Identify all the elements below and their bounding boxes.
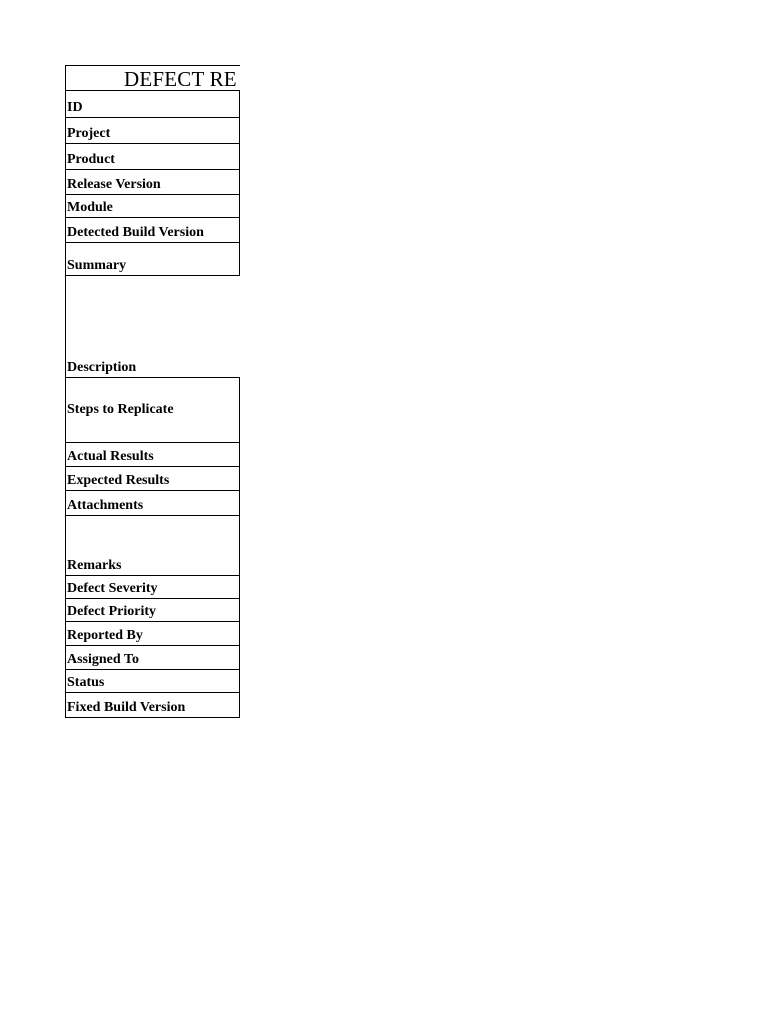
field-row-product (65, 143, 240, 169)
field-label-project: Project (67, 126, 111, 141)
field-label-defect-severity: Defect Severity (67, 581, 158, 596)
field-row-status (65, 669, 240, 692)
field-label-description: Description (67, 360, 137, 375)
field-row-actual-results (65, 442, 240, 466)
field-label-product: Product (67, 152, 115, 167)
field-label-steps-to-replicate: Steps to Replicate (67, 402, 174, 417)
field-row-assigned-to (65, 645, 240, 669)
field-row-detected-build-version (65, 217, 240, 242)
field-label-id: ID (67, 100, 83, 115)
field-row-module (65, 194, 240, 217)
field-row-steps-to-replicate (65, 377, 240, 442)
field-label-release-version: Release Version (67, 177, 161, 192)
field-label-module: Module (67, 200, 113, 215)
report-title-cell (65, 65, 240, 90)
field-row-defect-severity (65, 575, 240, 598)
field-label-assigned-to: Assigned To (67, 652, 139, 667)
field-row-description (65, 275, 240, 377)
field-label-detected-build-version: Detected Build Version (67, 225, 204, 240)
field-row-defect-priority (65, 598, 240, 621)
report-title: DEFECT RE (124, 67, 237, 90)
field-row-fixed-build-version (65, 692, 240, 718)
defect-report-table (65, 65, 240, 718)
field-label-defect-priority: Defect Priority (67, 604, 156, 619)
field-row-attachments (65, 490, 240, 515)
field-label-attachments: Attachments (67, 498, 144, 513)
field-row-remarks (65, 515, 240, 575)
field-label-status: Status (67, 675, 105, 690)
field-label-fixed-build-version: Fixed Build Version (67, 700, 186, 715)
field-label-actual-results: Actual Results (67, 449, 154, 464)
field-row-release-version (65, 169, 240, 194)
field-label-remarks: Remarks (67, 558, 122, 573)
field-row-project (65, 117, 240, 143)
field-row-expected-results (65, 466, 240, 490)
field-label-reported-by: Reported By (67, 628, 143, 643)
field-row-reported-by (65, 621, 240, 645)
field-row-id (65, 90, 240, 117)
field-label-expected-results: Expected Results (67, 473, 170, 488)
field-label-summary: Summary (67, 258, 127, 273)
field-row-summary (65, 242, 240, 275)
